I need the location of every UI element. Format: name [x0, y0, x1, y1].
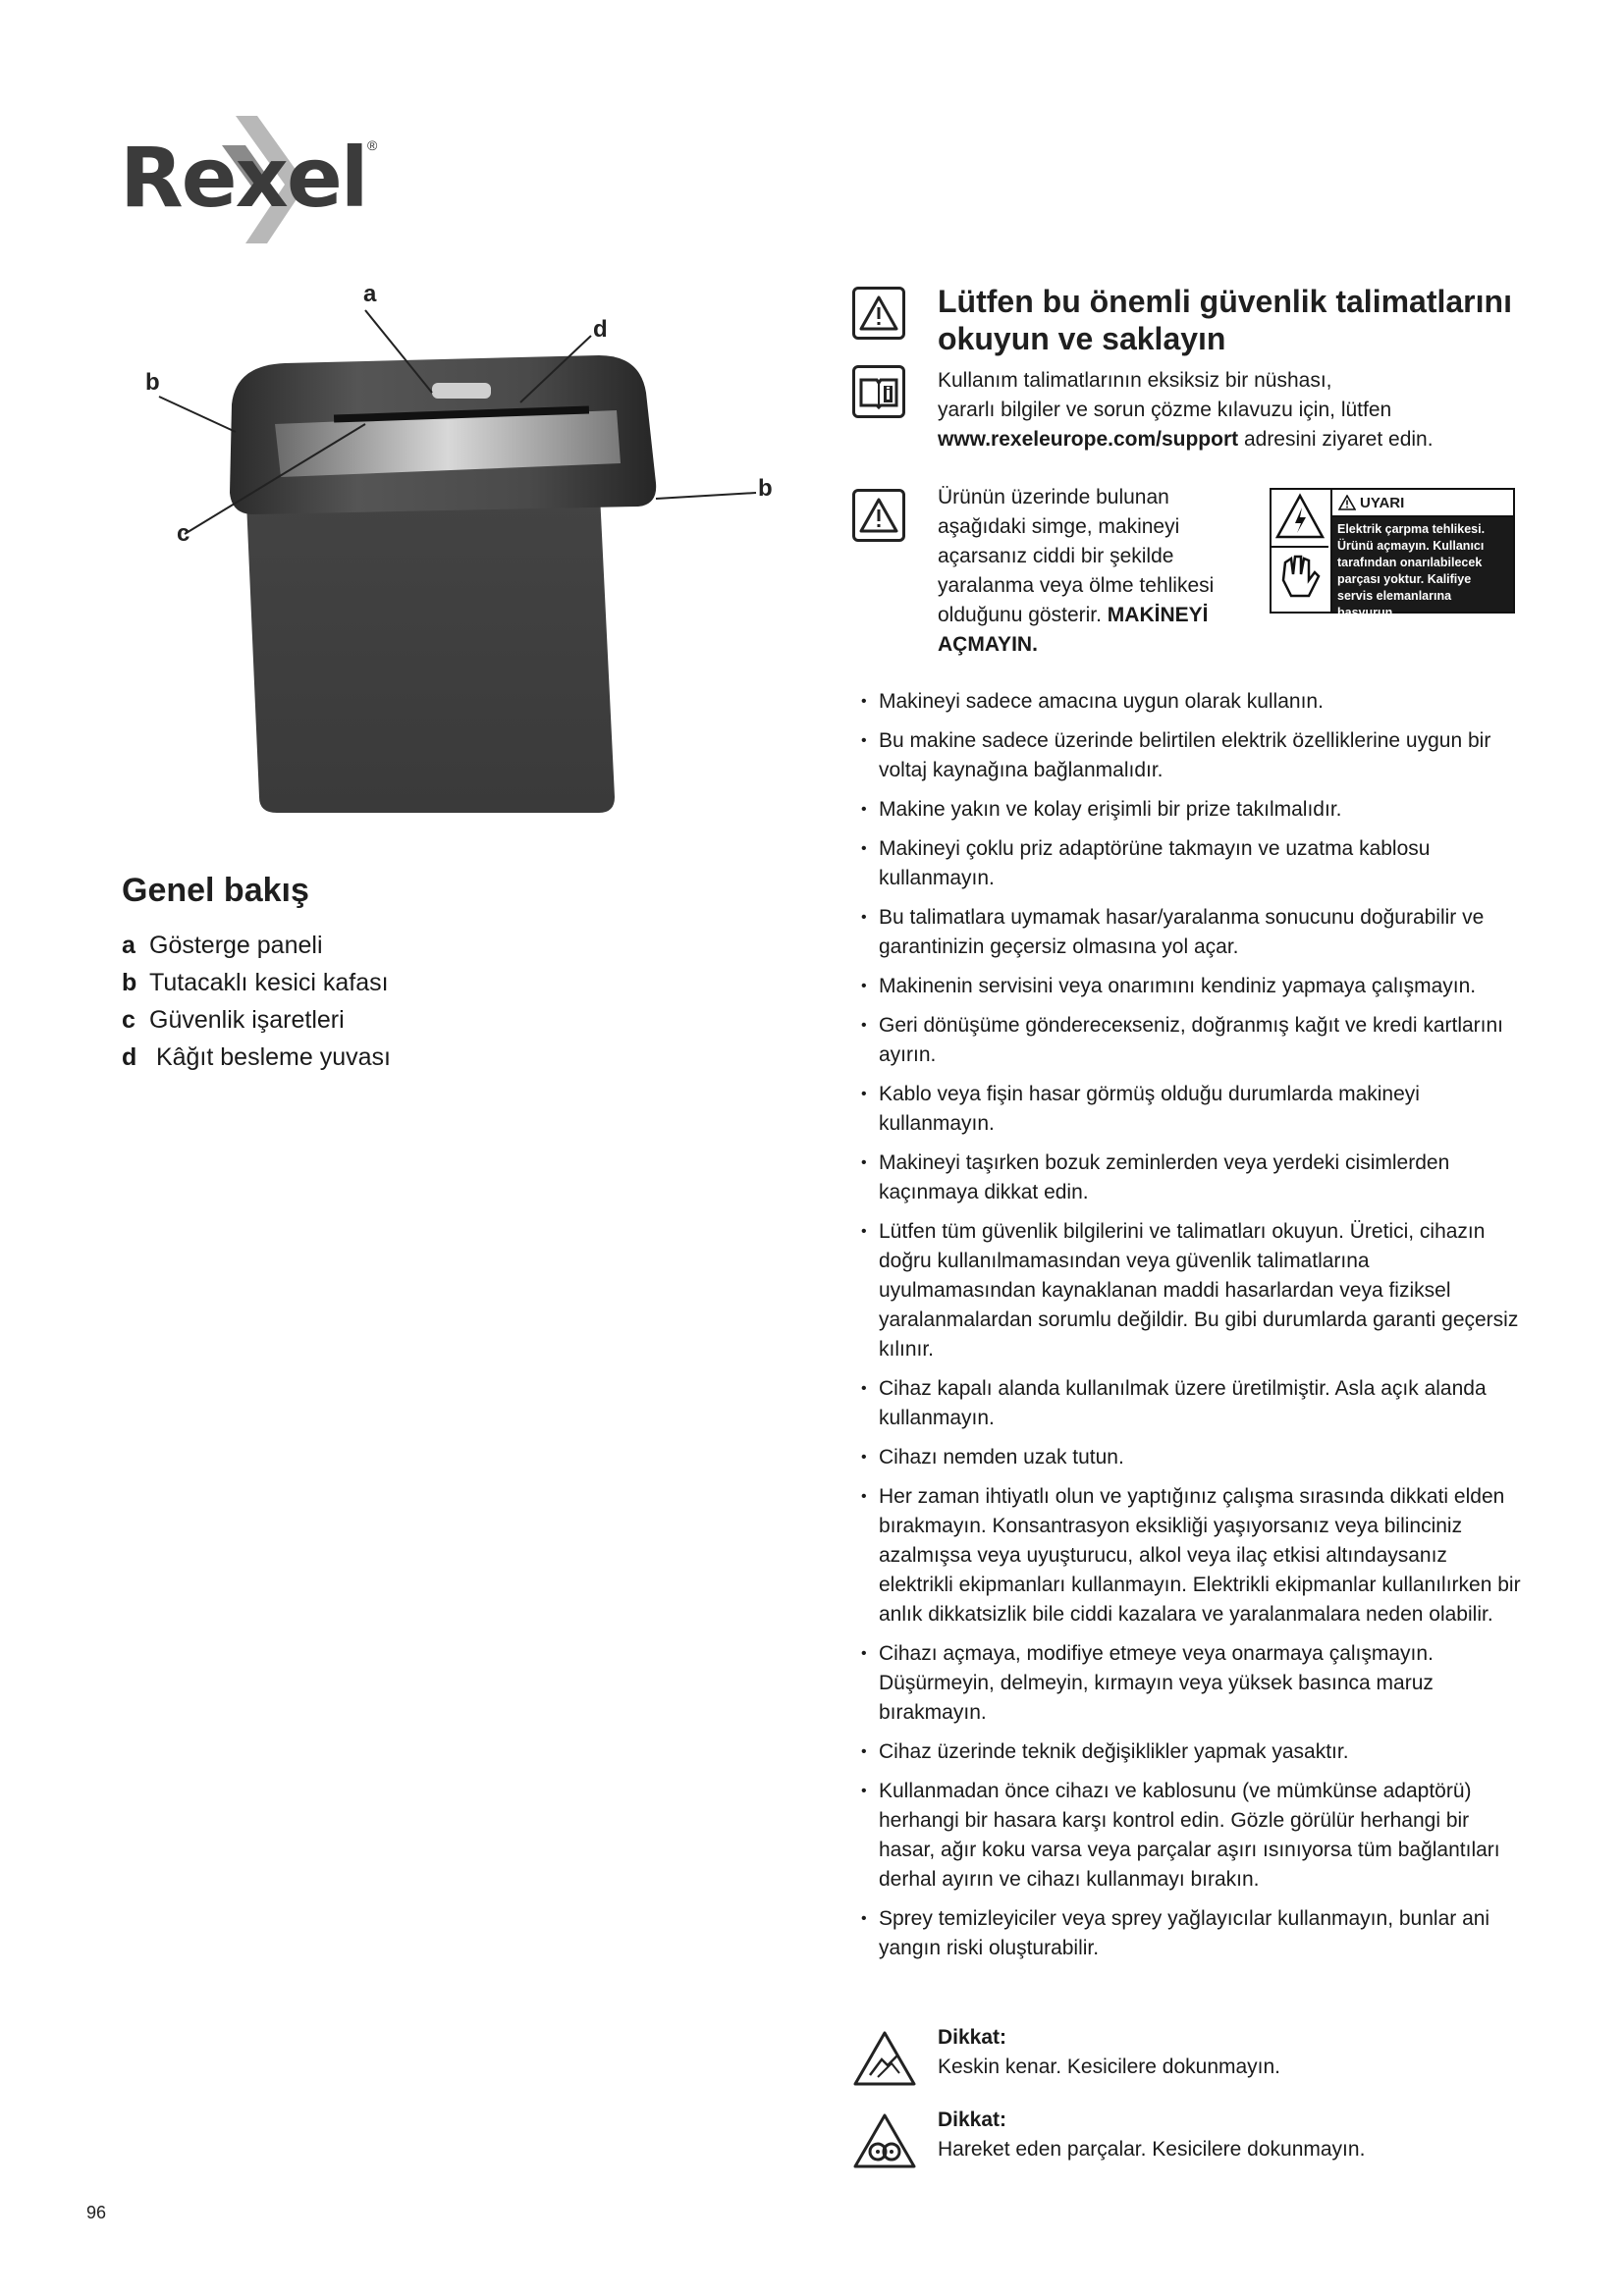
sharp-edge-icon — [852, 2030, 917, 2087]
bullet-item: • Kablo veya fişin hasar görmüş olduğu durumlarda makineyi kullanmayın. — [859, 1080, 1527, 1139]
bullet-item: • Lütfen tüm güvenlik bilgilerini ve talimatları okuyun. Üretici, cihazın doğru kullanılmamasından veya güvenlik talimatlarına uyulmamasından kaynaklanan maddi hasarlardan veya fiziksel yaralanmalardan sorumlu değildir. Bu gibi durumlarda garanti geçersiz kılınır. — [859, 1217, 1527, 1364]
moving-parts-icon — [852, 2112, 917, 2169]
intro-suffix: adresini ziyaret edin. — [1238, 428, 1434, 451]
callout-b-left: b — [145, 369, 160, 396]
safety-bullets — [859, 687, 1527, 1973]
bullet-item: • Her zaman ihtiyatlı olun ve yaptığınız çalışma sırasında dikkati elden bırakmayın. Konsantrasyon eksikliği yaşıyorsanız veya bilinciniz azalmışsa veya uyuşturucu, alkol veya ilaç etkisi altındaysanız elektrikli ekipmanları kullanmayın. Elektrikli ekipmanlar kullanılırken bir anlık dikkatsizlik bile ciddi kazalara ve yaralanmalara neden olabilir. — [859, 1482, 1527, 1629]
logo-wordmark: Rexel — [120, 130, 367, 226]
caution-sharp-edge-text — [938, 2026, 1280, 2079]
support-url: www.rexeleurope.com/support — [938, 428, 1239, 451]
rexel-logo — [120, 116, 385, 253]
bullet-item: • Bu talimatlara uymamak hasar/yaralanma sonucunu doğurabilir ve garantinizin geçersiz olmasına yol açar. — [859, 903, 1527, 962]
shredder-illustration — [137, 281, 785, 836]
symbol-explanation — [938, 483, 1252, 660]
bullet-item: • Makineyi çoklu priz adaptörüne takmayın ve uzatma kablosu kullanmayın. — [859, 834, 1527, 893]
registered-mark: ® — [367, 137, 378, 153]
warning-label-header — [1332, 490, 1513, 517]
bullet-item: • Makinenin servisini veya onarımını kendiniz yapmaya çalışmayın. — [859, 972, 1527, 1001]
overview-list — [122, 927, 711, 1076]
overview-label: Gösterge paneli — [149, 932, 323, 959]
caution-title: Dikkat: — [938, 2109, 1007, 2131]
bullet-item: • Makineyi taşırken bozuk zeminlerden veya yerdeki cisimlerden kaçınmaya dikkat edin. — [859, 1148, 1527, 1207]
manual-info-icon — [852, 365, 905, 418]
overview-item — [122, 964, 711, 1001]
overview-label: Tutacaklı kesici kafası — [149, 969, 389, 996]
overview-label: Kâğıt besleme yuvası — [149, 1043, 391, 1071]
warning-label-text: Elektrik çarpma tehlikesi. Ürünü açmayın. Kullanıcı tarafından onarılabilecek parçası yoktur. Kalifiye servis elemanlarına başvurun. — [1332, 517, 1513, 612]
callout-c: c — [177, 520, 190, 547]
warning-label — [1270, 488, 1515, 619]
small-warning-icon — [1338, 495, 1356, 510]
caution-moving-parts-text — [938, 2109, 1365, 2162]
intro-line — [938, 425, 1527, 454]
bullet-item: • Makineyi sadece amacına uygun olarak kullanın. — [859, 687, 1527, 717]
callout-d: d — [593, 316, 608, 343]
intro-line: yararlı bilgiler ve sorun çözme kılavuzu için, lütfen — [938, 399, 1392, 421]
callout-b-right: b — [758, 475, 773, 502]
bullet-item: • Geri dönüşüme göndereceкseniz, doğranmış kağıt ve kredi kartlarını ayırın. — [859, 1011, 1527, 1070]
bullet-item: • Cihazı nemden uzak tutun. — [859, 1443, 1527, 1472]
overview-key: a — [122, 932, 135, 959]
caution-text: Hareket eden parçalar. Kesicilere dokunmayın. — [938, 2138, 1366, 2161]
callout-a: a — [363, 281, 377, 307]
safety-heading: Lütfen bu önemli güvenlik talimatlarını okuyun ve saklayın — [938, 284, 1512, 356]
bullet-item: • Cihaz üzerinde teknik değişiklikler yapmak yasaktır. — [859, 1737, 1527, 1767]
warning-triangle-icon — [852, 287, 905, 340]
bullet-item: • Makine yakın ve kolay erişimli bir prize takılmalıdır. — [859, 795, 1527, 825]
safety-intro — [938, 366, 1527, 454]
symbol-text: Ürünün üzerinde bulunan aşağıdaki simge, makineyi açarsanız ciddi bir şekilde yaralanma veya ölme tehlikesi olduğunu gösterir. — [938, 486, 1215, 626]
overview-key: b — [122, 969, 137, 996]
overview-label: Güvenlik işaretleri — [149, 1006, 345, 1034]
bullet-item: • Kullanmadan önce cihazı ve kablosunu (ve mümkünse adaptörü) herhangi bir hasara karşı kontrol edin. Gözle görülür herhangi bir hasar, ağır koku varsa veya parçalar aşırı ısınıyorsa tüm bağlantıları derhal ayırın ve cihazı kullanmayı bırakın. — [859, 1777, 1527, 1895]
overview-item — [122, 1039, 711, 1076]
page-number: 96 — [86, 2203, 107, 2222]
warning-label-icons — [1272, 490, 1332, 612]
bullet-item: • Sprey temizleyiciler veya sprey yağlayıcılar kullanmayın, bunlar ani yangın riski oluşturabilir. — [859, 1904, 1527, 1963]
bullet-item: • Bu makine sadece üzerinde belirtilen elektrik özelliklerine uygun bir voltaj kaynağına bağlanmalıdır. — [859, 726, 1527, 785]
overview-key: d — [122, 1043, 137, 1071]
overview-item — [122, 1001, 711, 1039]
symbol-bold: MAKİNEYİ AÇMAYIN. — [938, 604, 1209, 656]
caution-sharp-edge — [852, 2030, 917, 2092]
caution-title: Dikkat: — [938, 2026, 1007, 2049]
overview-title: Genel bakış — [122, 872, 309, 909]
overview-item — [122, 927, 711, 964]
bullet-item: • Cihazı açmaya, modifiye etmeye veya onarmaya çalışmayın. Düşürmeyin, delmeyin, kırmayın veya yüksek basınca maruz bırakmayın. — [859, 1639, 1527, 1728]
warning-label-title: UYARI — [1360, 494, 1405, 511]
warning-triangle-icon — [852, 489, 905, 542]
caution-moving-parts — [852, 2112, 917, 2174]
overview-key: c — [122, 1006, 135, 1034]
caution-text: Keskin kenar. Kesicilere dokunmayın. — [938, 2056, 1281, 2078]
intro-line: Kullanım talimatlarının eksiksiz bir nüshası, — [938, 369, 1332, 392]
bullet-item: • Cihaz kapalı alanda kullanılmak üzere üretilmiştir. Asla açık alanda kullanmayın. — [859, 1374, 1527, 1433]
